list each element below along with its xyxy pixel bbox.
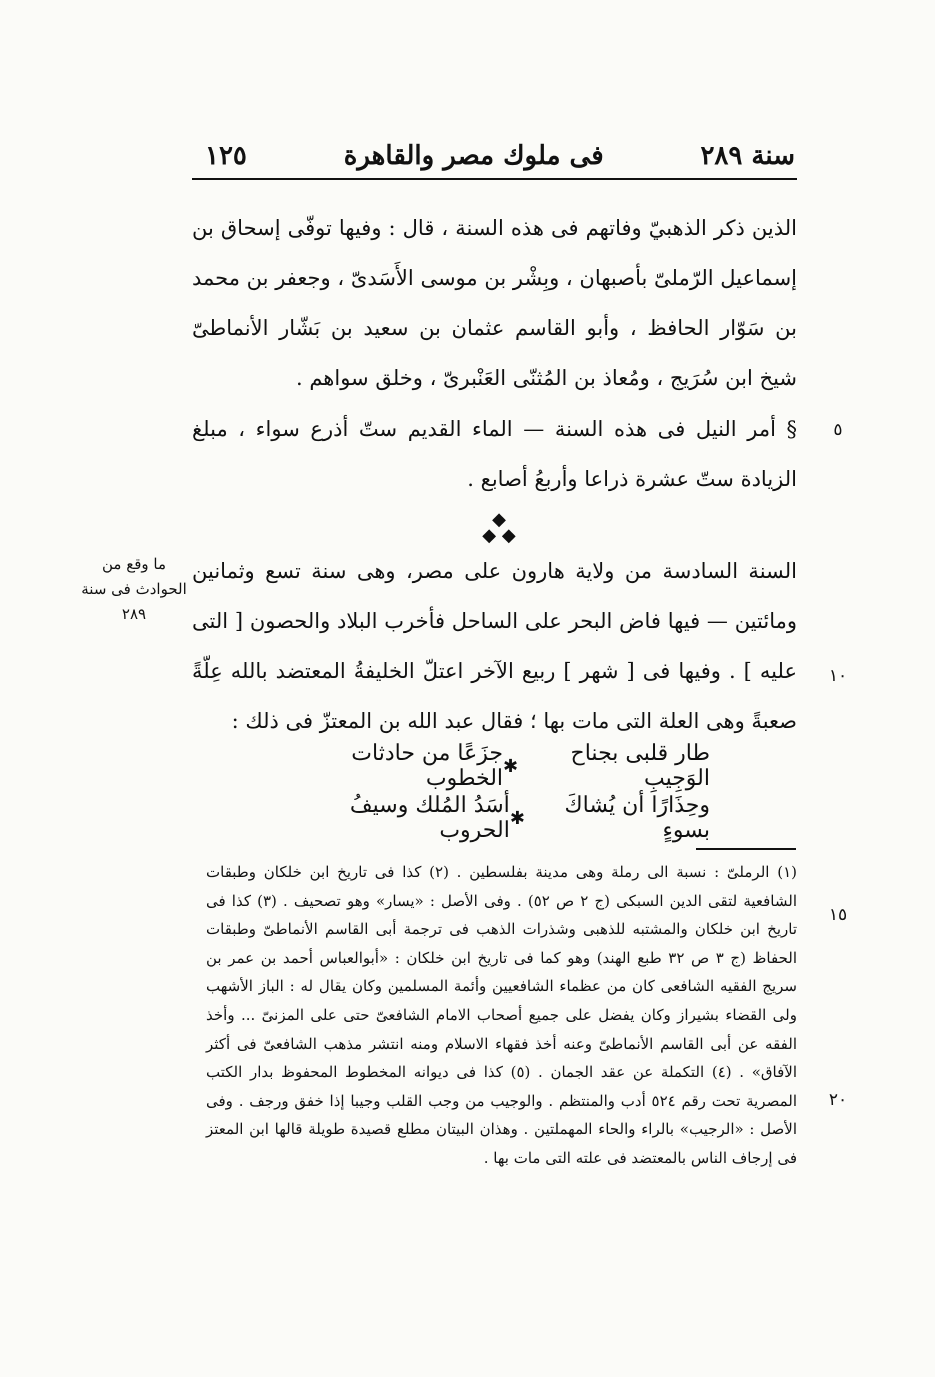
- verse-first-hemistich: طار قلبى بجناح الوَجِيبِ: [570, 741, 710, 791]
- footnote-rule: [696, 848, 796, 850]
- verse-line: [290, 741, 710, 791]
- margin-note: ما وقع من الحوادث فى سنة ٢٨٩: [81, 555, 187, 623]
- line-number-15: ١٥: [828, 905, 848, 925]
- verse-first-hemistich: وحِذَارًا أن يُشاكَ بسوءٍ: [564, 793, 710, 843]
- header-year: سنة ٢٨٩: [700, 141, 795, 171]
- verse-second-hemistich: جزَعًا من حادثات الخطوب: [351, 741, 504, 791]
- line-number-5: ٥: [833, 420, 843, 440]
- line-number-20: ٢٠: [828, 1090, 848, 1110]
- paragraph-deaths: الذين ذكر الذهبيّ وفاتهم فى هذه السنة ، قال : وفيها توفّى إسحاق بن إسماعيل الرّملىّ بأصبهان ، وبِشْر بن موسى الأَسَدىّ ، وجعفر بن محمد بن سَوّار الحافظ ، وأبو القاسم عثمان بن سعيد بن بَشّار الأنماطىّ شيخ ابن سُرَيج ، ومُعاذ بن المُثنّى العَنْبرىّ ، وخلق سواهم .: [192, 216, 797, 390]
- footnotes: (١) الرملىّ : نسبة الى رملة وهى مدينة بفلسطين . (٢) كذا فى تاريخ ابن خلكان وطبقات الشافعية لتقى الدين السبكى (ج ٢ ص ٥٢) . وفى الأصل : «يسار» وهو تصحيف . (٣) كذا فى تاريخ ابن خلكان والمشتبه للذهبى وشذرات الذهب فى ترجمة أبى القاسم الأنماطىّ وطبقات الحفاظ (ج ٣ ص ٣٢ طبع الهند) وهو كما فى تاريخ ابن خلكان : «أبوالعباس أحمد بن عمر بن سريج الفقيه الشافعى كان من عظماء الشافعيين وأئمة المسلمين وكان يقال له : الباز الأشهب ولى القضاء بشيراز وكان يفضل على جميع أصحاب الامام الشافعىّ حتى على المزنىّ ... وأخذ الفقه عن أبى القاسم الأنماطىّ وعنه أخذ فقهاء الاسلام ومنه انتشر مذهب الشافعىّ فى أكثر الآفاق» . (٤) التكملة عن عقد الجمان . (٥) كذا فى ديوانه المخطوط المحفوظ بدار الكتب المصرية تحت رقم ٥٢٤ أدب والمنتظم . والوجيب من وجب القلب وجيبا إذا خفق ورجف . وفى الأصل : «الرجيب» بالراء والحاء المهملتين . وهذان البيتان مطلع قصيدة طويلة قالها ابن المعتز فى إرجاف الناس بالمعتضد فى علته التى مات بها .: [206, 863, 797, 1167]
- verse-second-hemistich: أسَدُ المُلك وسيفُ الحروب: [349, 793, 510, 843]
- verse-line: [290, 793, 710, 843]
- paragraph-nile: § أمر النيل فى هذه السنة — الماء القديم ستّ أذرع سواء ، مبلغ الزيادة ستّ عشرة ذراعا وأربعُ أصابع .: [192, 417, 797, 491]
- paragraph-sixth-year: السنة السادسة من ولاية هارون على مصر، وهى سنة تسع وثمانين ومائتين — فيها فاض البحر على الساحل فأخرب البلاد والحصون [ التى عليه ] . وفيها فى [ شهر ] ربيع الآخر اعتلّ الخليفةُ المعتضد بالله عِلّةً صعبةً وهى العلة التى مات بها ؛ فقال عبد الله بن المعتزّ فى ذلك :: [192, 559, 797, 733]
- verse-separator: ✱: [503, 755, 519, 777]
- verse-separator: ✱: [509, 807, 525, 829]
- ornament-glyph: ◆ ◆ ◆: [482, 509, 516, 546]
- section-ornament: [474, 509, 524, 546]
- header-title: فى ملوك مصر والقاهرة: [343, 141, 604, 171]
- header-rule: [192, 178, 797, 180]
- line-number-10: ١٠: [828, 666, 848, 686]
- page-number: ١٢٥: [205, 141, 247, 171]
- running-head: [205, 138, 795, 174]
